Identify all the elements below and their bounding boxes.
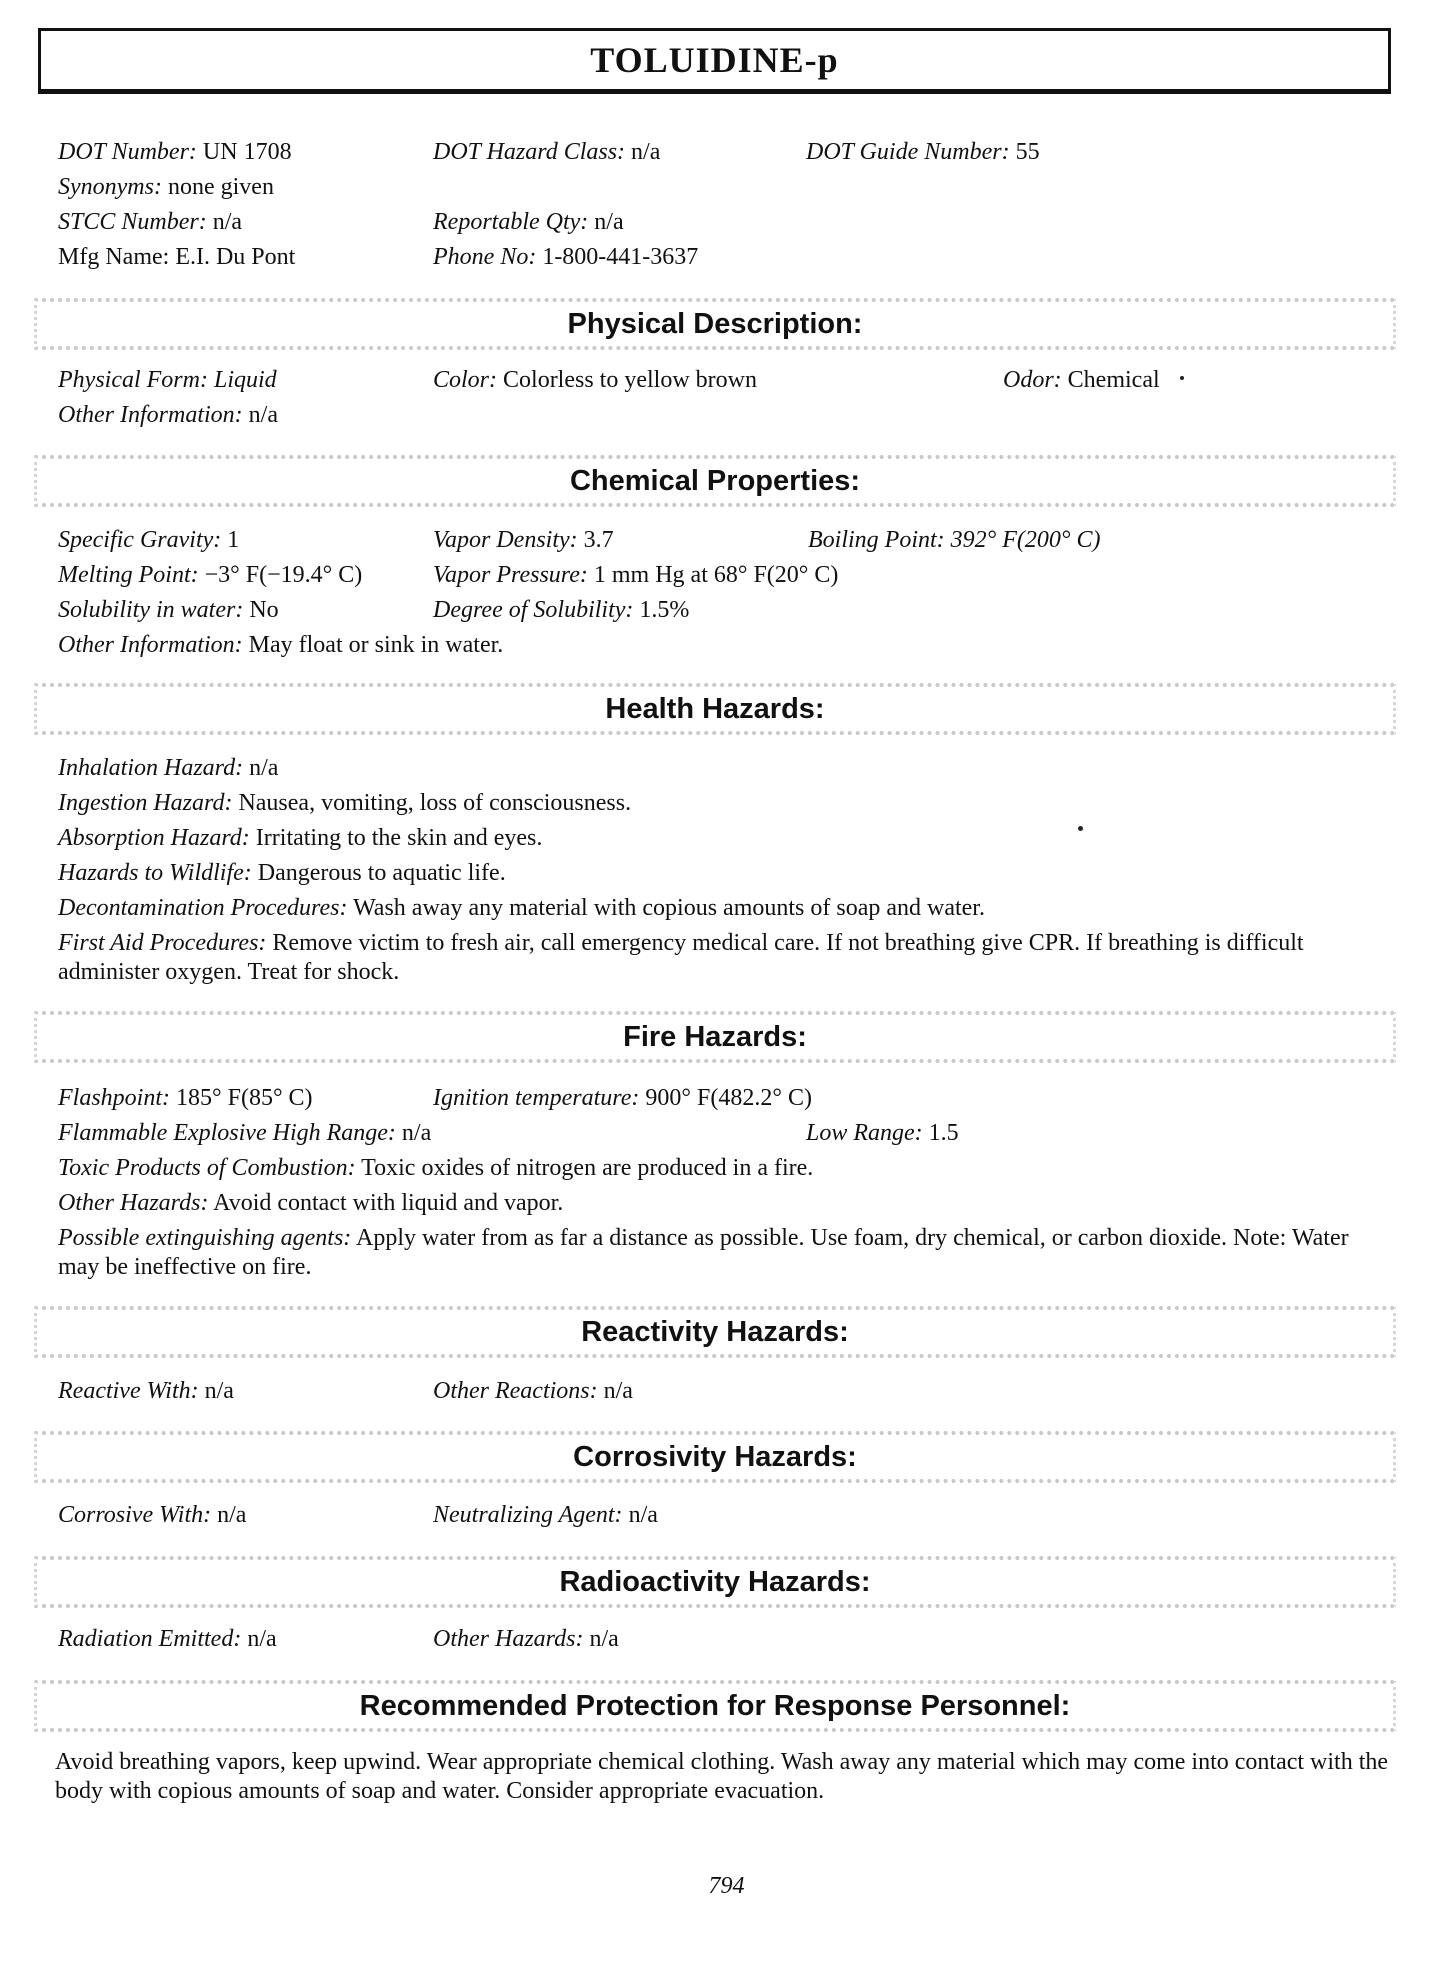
extinguishing-field — [58, 1224, 1358, 1282]
dot-hazard-class-label: DOT Hazard Class: — [433, 139, 626, 165]
fire-other-hazards-label: Other Hazards: — [58, 1190, 209, 1216]
dot-guide-number-label: DOT Guide Number: — [806, 139, 1010, 165]
health-hazards-title: Health Hazards: — [605, 692, 825, 725]
solubility-value: No — [249, 597, 279, 623]
neutralizing-agent-field — [433, 1500, 658, 1530]
stcc-number-value: n/a — [212, 209, 243, 235]
low-range-label: Low Range: — [806, 1120, 923, 1146]
chemical-other-value: May float or sink in water. — [248, 632, 504, 658]
melting-point-value: −3° F(−19.4° C) — [204, 562, 363, 588]
flashpoint-label: Flashpoint: — [58, 1085, 170, 1111]
synonyms-label: Synonyms: — [58, 174, 162, 200]
radiation-emitted-label: Radiation Emitted: — [58, 1626, 242, 1652]
protection-text: Avoid breathing vapors, keep upwind. Wear appropriate chemical clothing. Wash away any material which may come into contact with the body with copious amounts of soap and water. Consider appropriate evacuation. — [55, 1749, 1389, 1804]
inhalation-field — [58, 753, 278, 783]
reactive-with-field — [58, 1376, 234, 1406]
extinguishing-label: Possible extinguishing agents: — [58, 1225, 352, 1251]
specific-gravity-field — [58, 525, 239, 555]
fire-hazards-header — [34, 1011, 1396, 1063]
vapor-density-value: 3.7 — [583, 527, 614, 553]
physical-other-label: Other Information: — [58, 402, 243, 428]
mfg-name-field — [58, 242, 295, 272]
physical-other-field — [58, 400, 278, 430]
other-reactions-field — [433, 1376, 633, 1406]
ignition-label: Ignition temperature: — [433, 1085, 640, 1111]
fire-other-hazards-field — [58, 1188, 563, 1218]
first-aid-value: Remove victim to fresh air, call emergency medical care. If not breathing give CPR. If breathing is difficult administer oxygen. Treat for shock. — [58, 930, 1304, 985]
boiling-point-label: Boiling Point: 392° F(200° C) — [808, 527, 1101, 553]
mfg-name-label: Mfg Name: — [58, 244, 170, 270]
dot-guide-number-value: 55 — [1015, 139, 1040, 165]
absorption-label: Absorption Hazard: — [58, 825, 250, 851]
reactivity-hazards-header — [34, 1306, 1396, 1358]
corrosivity-hazards-header — [34, 1431, 1396, 1483]
protection-header — [34, 1680, 1396, 1732]
dot-hazard-class-value: n/a — [631, 139, 661, 165]
corrosivity-hazards-title: Corrosivity Hazards: — [573, 1440, 857, 1473]
stcc-number-label: STCC Number: — [58, 209, 207, 235]
reportable-qty-label: Reportable Qty: — [433, 209, 589, 235]
title-box — [38, 28, 1391, 94]
toxic-products-field — [58, 1153, 813, 1183]
ingestion-field — [58, 788, 631, 818]
scan-speck — [1180, 376, 1184, 380]
physical-other-value: n/a — [248, 402, 278, 428]
high-range-field — [58, 1118, 431, 1148]
ingestion-value: Nausea, vomiting, loss of consciousness. — [238, 790, 632, 816]
page-number: 794 — [708, 1873, 745, 1899]
physical-form-field — [58, 365, 277, 395]
absorption-field — [58, 823, 542, 853]
odor-field — [1003, 365, 1160, 395]
high-range-value: n/a — [401, 1120, 432, 1146]
high-range-label: Flammable Explosive High Range: — [58, 1120, 396, 1146]
radio-other-hazards-value: n/a — [589, 1626, 619, 1652]
vapor-pressure-value: 1 mm Hg at 68° F(20° C) — [593, 562, 839, 588]
reactive-with-value: n/a — [204, 1378, 234, 1404]
other-reactions-value: n/a — [603, 1378, 633, 1404]
decon-field — [58, 893, 985, 923]
phone-no-field — [433, 242, 698, 272]
reactivity-hazards-title: Reactivity Hazards: — [581, 1315, 849, 1348]
degree-solubility-value: 1.5% — [639, 597, 690, 623]
flashpoint-field — [58, 1083, 313, 1113]
corrosive-with-value: n/a — [217, 1502, 247, 1528]
radioactivity-hazards-header — [34, 1556, 1396, 1608]
corrosive-with-label: Corrosive With: — [58, 1502, 212, 1528]
radiation-emitted-value: n/a — [247, 1626, 277, 1652]
melting-point-field — [58, 560, 362, 590]
color-label: Color: — [433, 367, 498, 393]
inhalation-value: n/a — [249, 755, 279, 781]
neutralizing-agent-value: n/a — [628, 1502, 658, 1528]
boiling-point-field — [808, 525, 1101, 555]
physical-form-label: Physical Form: Liquid — [58, 367, 277, 393]
dot-hazard-class-field — [433, 137, 660, 167]
wildlife-label: Hazards to Wildlife: — [58, 860, 252, 886]
protection-title: Recommended Protection for Response Personnel: — [359, 1689, 1071, 1722]
wildlife-field — [58, 858, 506, 888]
reportable-qty-field — [433, 207, 624, 237]
chemical-other-field — [58, 630, 503, 660]
page-title: TOLUIDINE-p — [590, 40, 839, 80]
corrosive-with-field — [58, 1500, 246, 1530]
odor-value: Chemical — [1067, 367, 1160, 393]
reportable-qty-value: n/a — [594, 209, 624, 235]
other-reactions-label: Other Reactions: — [433, 1378, 598, 1404]
synonyms-field — [58, 172, 274, 202]
fire-other-hazards-value: Avoid contact with liquid and vapor. — [213, 1190, 564, 1216]
low-range-value: 1.5 — [928, 1120, 959, 1146]
toxic-products-label: Toxic Products of Combustion: — [58, 1155, 356, 1181]
low-range-field — [806, 1118, 959, 1148]
solubility-field — [58, 595, 279, 625]
specific-gravity-label: Specific Gravity: — [58, 527, 222, 553]
chemical-properties-header — [34, 455, 1396, 507]
color-value: Colorless to yellow brown — [503, 367, 757, 393]
scan-speck — [1078, 826, 1083, 831]
inhalation-label: Inhalation Hazard: — [58, 755, 244, 781]
toxic-products-value: Toxic oxides of nitrogen are produced in a fire. — [361, 1155, 814, 1181]
radiation-emitted-field — [58, 1624, 277, 1654]
color-field — [433, 365, 757, 395]
ignition-value: 900° F(482.2° C) — [645, 1085, 812, 1111]
neutralizing-agent-label: Neutralizing Agent: — [433, 1502, 623, 1528]
health-hazards-header — [34, 683, 1396, 735]
dot-number-value: UN 1708 — [202, 139, 292, 165]
ingestion-label: Ingestion Hazard: — [58, 790, 233, 816]
radio-other-hazards-field — [433, 1624, 619, 1654]
mfg-name-value: E.I. Du Pont — [175, 244, 296, 270]
absorption-value: Irritating to the skin and eyes. — [255, 825, 543, 851]
decon-label: Decontamination Procedures: — [58, 895, 348, 921]
synonyms-value: none given — [167, 174, 274, 200]
degree-solubility-label: Degree of Solubility: — [433, 597, 634, 623]
dot-guide-number-field — [806, 137, 1040, 167]
dot-number-field — [58, 137, 292, 167]
phone-no-label: Phone No: — [433, 244, 537, 270]
degree-solubility-field — [433, 595, 689, 625]
decon-value: Wash away any material with copious amounts of soap and water. — [353, 895, 985, 921]
first-aid-field — [58, 929, 1393, 987]
vapor-density-field — [433, 525, 614, 555]
flashpoint-value: 185° F(85° C) — [176, 1085, 313, 1111]
wildlife-value: Dangerous to aquatic life. — [257, 860, 506, 886]
phone-no-value: 1-800-441-3637 — [542, 244, 699, 270]
dot-number-label: DOT Number: — [58, 139, 197, 165]
chemical-other-label: Other Information: — [58, 632, 243, 658]
radioactivity-hazards-title: Radioactivity Hazards: — [559, 1565, 871, 1598]
first-aid-label: First Aid Procedures: — [58, 930, 267, 956]
vapor-pressure-field — [433, 560, 838, 590]
physical-description-header — [34, 298, 1396, 350]
odor-label: Odor: — [1003, 367, 1062, 393]
stcc-number-field — [58, 207, 242, 237]
vapor-density-label: Vapor Density: — [433, 527, 578, 553]
physical-description-title: Physical Description: — [567, 307, 863, 340]
chemical-properties-title: Chemical Properties: — [569, 464, 861, 497]
melting-point-label: Melting Point: — [58, 562, 199, 588]
extinguishing-value: Apply water from as far a distance as possible. Use foam, dry chemical, or carbon dioxide. Note: Water may be ineffective on fire. — [58, 1225, 1349, 1280]
vapor-pressure-label: Vapor Pressure: — [433, 562, 588, 588]
solubility-label: Solubility in water: — [58, 597, 244, 623]
reactive-with-label: Reactive With: — [58, 1378, 199, 1404]
specific-gravity-value: 1 — [227, 527, 240, 553]
fire-hazards-title: Fire Hazards: — [623, 1020, 807, 1053]
radio-other-hazards-label: Other Hazards: — [433, 1626, 584, 1652]
ignition-field — [433, 1083, 812, 1113]
